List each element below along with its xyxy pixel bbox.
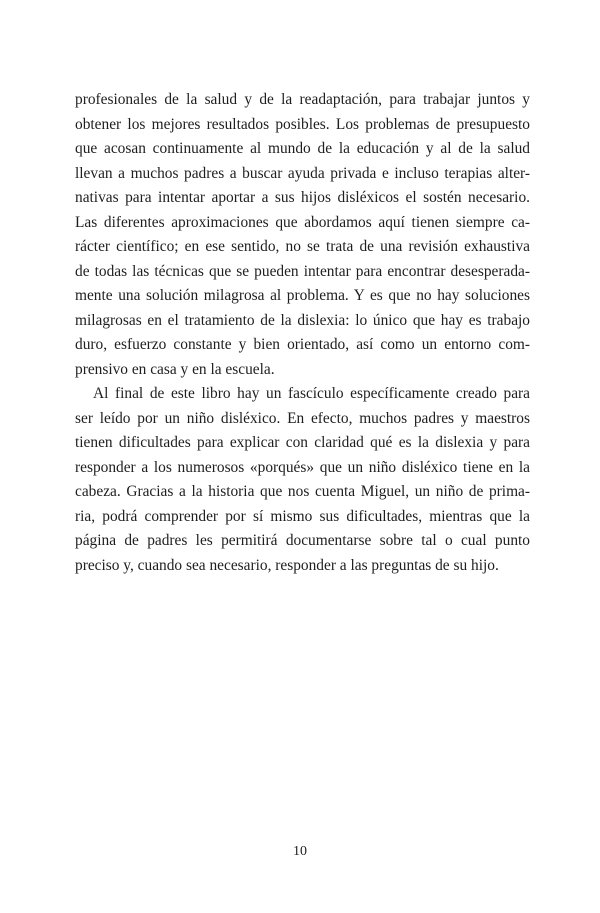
- body-text: [75, 88, 530, 578]
- text-line: duro, esfuerzo constante y bien orientado, así como un entorno com-: [75, 336, 530, 353]
- text-line: que acosan continuamente al mundo de la educación y al de la salud: [75, 140, 530, 157]
- page-number: 10: [293, 844, 307, 859]
- text-line: nativas para intentar aportar a sus hijos disléxicos el sostén necesario.: [75, 189, 530, 206]
- text-line: responder a los numerosos «porqués» que un niño disléxico tiene en la: [75, 458, 530, 476]
- text-line: ser leído por un niño disléxico. En efecto, muchos padres y maestros: [75, 409, 530, 427]
- text-line: tienen dificultades para explicar con claridad qué es la dislexia y para: [75, 434, 530, 451]
- text-line: Las diferentes aproximaciones que abordamos aquí tienen siempre ca-: [75, 213, 530, 231]
- text-line: ria, podrá comprender por sí mismo sus dificultades, mientras que la: [75, 507, 530, 525]
- text-line: página de padres les permitirá documentarse sobre tal o cual punto: [75, 532, 530, 549]
- text-line: llevan a muchos padres a buscar ayuda privada e incluso terapias alter-: [75, 164, 530, 182]
- text-line: mente una solución milagrosa al problema. Y es que no hay soluciones: [75, 287, 530, 304]
- text-line: rácter científico; en ese sentido, no se trata de una revisión exhaustiva: [75, 238, 530, 255]
- paragraph-2: [75, 382, 530, 578]
- text-line: de todas las técnicas que se pueden intentar para encontrar desesperada-: [75, 262, 530, 280]
- text-line: obtener los mejores resultados posibles. Los problemas de presupuesto: [75, 115, 530, 133]
- text-line: profesionales de la salud y de la readaptación, para trabajar juntos y: [75, 91, 530, 108]
- text-line: cabeza. Gracias a la historia que nos cuenta Miguel, un niño de prima-: [75, 483, 530, 500]
- text-line: milagrosas en el tratamiento de la dislexia: lo único que hay es trabajo: [75, 311, 530, 329]
- text-line: prensivo en casa y en la escuela.: [75, 360, 275, 378]
- text-line: preciso y, cuando sea necesario, responder a las preguntas de su hijo.: [75, 556, 499, 574]
- paragraph-1: [75, 88, 530, 382]
- text-line: Al final de este libro hay un fascículo específicamente creado para: [93, 385, 530, 402]
